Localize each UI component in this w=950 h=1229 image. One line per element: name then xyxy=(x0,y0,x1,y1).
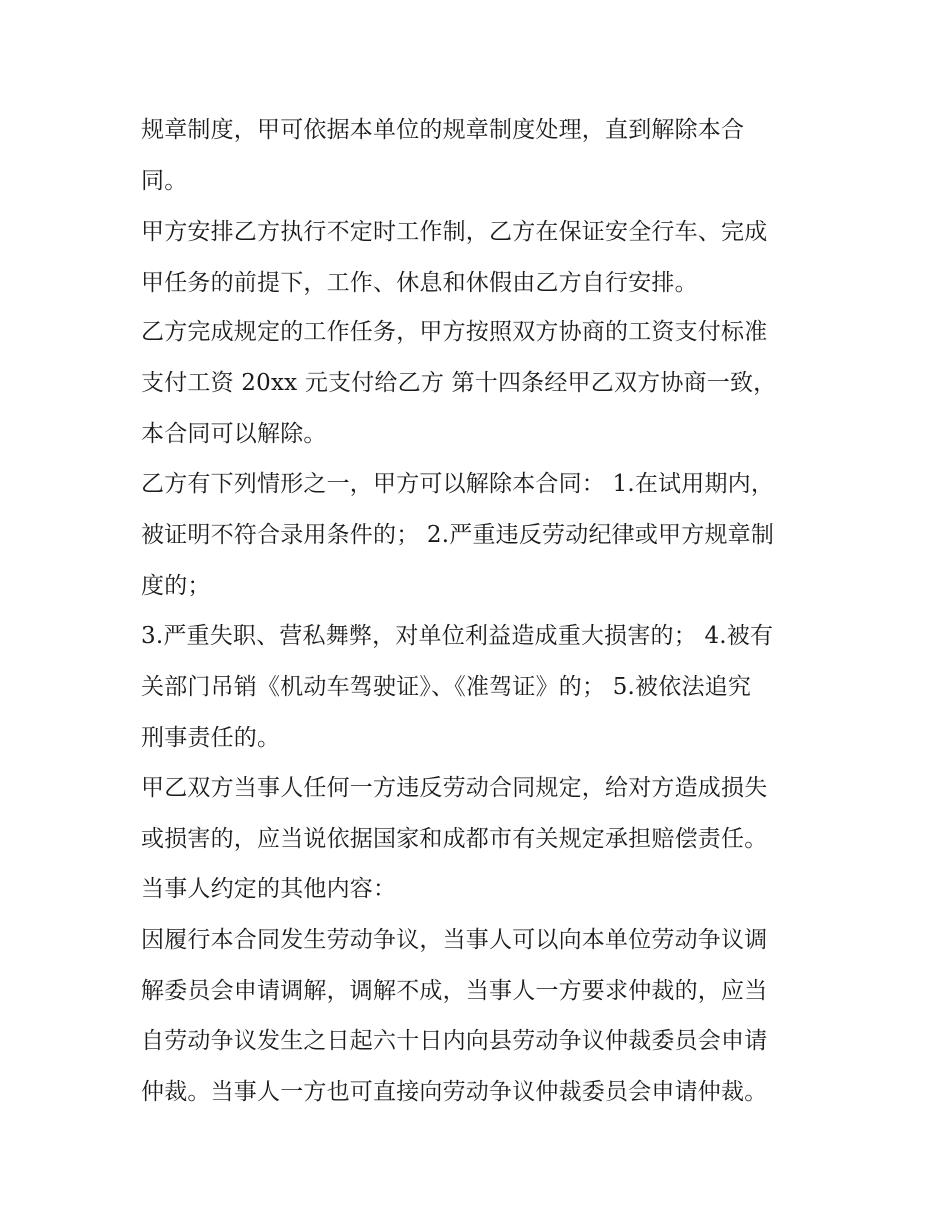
text-line: 乙方完成规定的工作任务，甲方按照双方协商的工资支付标准 xyxy=(141,319,768,345)
text-line: 同。 xyxy=(141,168,188,194)
text-line: 自劳动争议发生之日起六十日内向县劳动争议仲裁委员会申请 xyxy=(141,1028,768,1054)
text-line: 当事人约定的其他内容： xyxy=(141,876,397,902)
text-line: 度的； xyxy=(141,573,211,599)
text-line: 被证明不符合录用条件的； 2.严重违反劳动纪律或甲方规章制 xyxy=(141,522,775,548)
text-line: 解委员会申请调解，调解不成，当事人一方要求仲裁的，应当 xyxy=(141,978,768,1004)
text-line: 乙方有下列情形之一，甲方可以解除本合同： 1.在试用期内， xyxy=(141,471,775,497)
text-line: 或损害的，应当说依据国家和成都市有关规定承担赔偿责任。 xyxy=(141,826,768,852)
text-line: 支付工资 20xx 元支付给乙方 第十四条经甲乙双方协商一致， xyxy=(141,370,777,396)
text-line: 甲方安排乙方执行不定时工作制，乙方在保证安全行车、完成 xyxy=(141,219,768,245)
text-line: 关部门吊销《机动车驾驶证》、《准驾证》的； 5.被依法追究 xyxy=(141,674,752,700)
text-line: 刑事责任的。 xyxy=(141,725,281,751)
text-line: 本合同可以解除。 xyxy=(141,421,327,447)
text-line: 仲裁。当事人一方也可直接向劳动争议仲裁委员会申请仲裁。 xyxy=(141,1079,768,1105)
text-line: 甲任务的前提下，工作、休息和休假由乙方自行安排。 xyxy=(141,270,698,296)
text-line: 规章制度，甲可依据本单位的规章制度处理，直到解除本合 xyxy=(141,117,745,143)
text-line: 甲乙双方当事人任何一方违反劳动合同规定，给对方造成损失 xyxy=(141,775,768,801)
text-line: 因履行本合同发生劳动争议，当事人可以向本单位劳动争议调 xyxy=(141,927,768,953)
text-line: 3.严重失职、营私舞弊，对单位利益造成重大损害的； 4.被有 xyxy=(141,623,774,649)
